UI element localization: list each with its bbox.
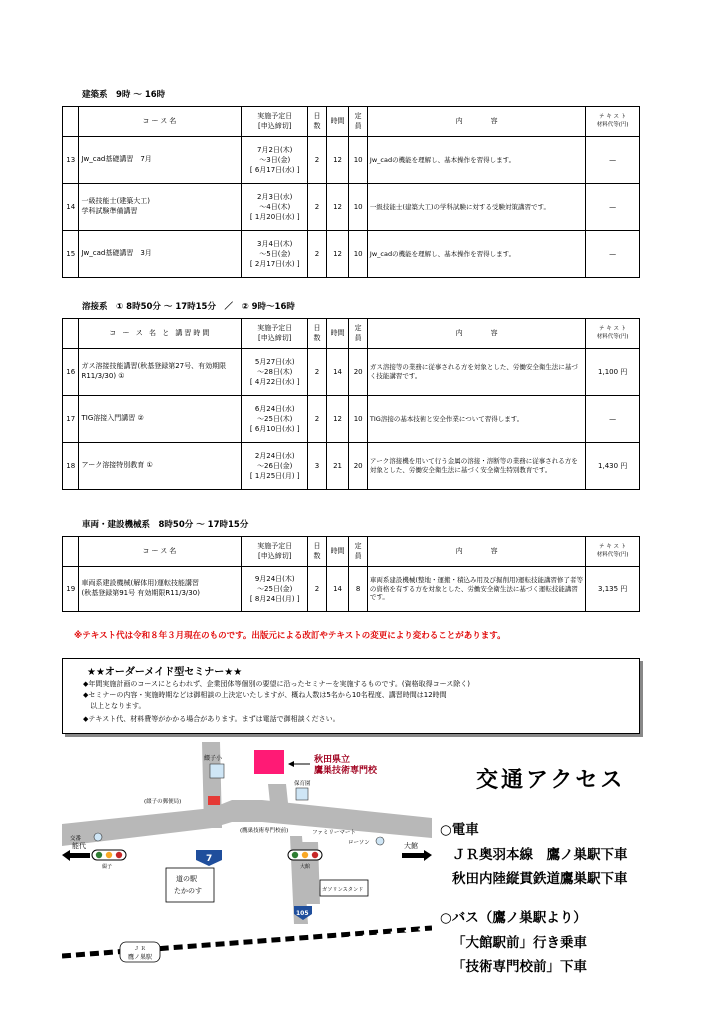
header-text-line2: 材料代等(円)	[596, 121, 629, 128]
header-no-blank	[63, 319, 79, 349]
station-line2: 鷹ノ巣駅	[128, 954, 153, 961]
header-text-cost	[586, 537, 640, 567]
header-capacity: 定員	[349, 537, 368, 567]
course-text-cost: —	[586, 184, 640, 231]
label-odate: 大館	[404, 842, 418, 850]
application-deadline: [ 1月20日(水) ]	[249, 213, 300, 222]
order-seminar-line: ◆年間実施計画のコースにとらわれず、企業団体等個別の要望に沿ったセミナーを実施するものです。(資格取得コース除く)	[83, 680, 471, 688]
access-train-line1: ＪＲ奥羽本線 鷹ノ巣駅下車	[452, 847, 628, 863]
header-days: 日数	[308, 107, 327, 137]
course-hours: 21	[326, 443, 349, 490]
course-name	[79, 396, 242, 443]
course-hours: 12	[326, 396, 349, 443]
header-course-name: コース名	[79, 107, 242, 137]
header-no-blank	[63, 107, 79, 137]
course-dates	[242, 396, 308, 443]
header-dates	[242, 107, 308, 137]
table-row	[63, 137, 640, 184]
course-hours: 12	[326, 184, 349, 231]
section-title-welding: 溶接系 ① 8時50分 ～ 17時15分 ／ ② 9時～16時	[82, 302, 295, 312]
application-deadline: [ 4月22日(水) ]	[249, 378, 300, 387]
course-days: 3	[308, 443, 327, 490]
date-end: ～25日(金)	[257, 584, 293, 593]
course-dates	[242, 349, 308, 396]
label-school-road: (鷹巣技術専門校前)	[240, 828, 289, 834]
header-days: 日数	[308, 537, 327, 567]
course-capacity: 10	[349, 137, 368, 184]
course-days: 2	[308, 137, 327, 184]
course-text-cost: 3,135 円	[586, 567, 640, 612]
access-bus-line2: 「技術専門校前」下車	[452, 959, 587, 975]
michinoeki-box	[166, 868, 214, 902]
school-name-line1: 秋田県立	[314, 755, 351, 765]
order-seminar-line: 以上となります。	[83, 702, 146, 710]
header-dates	[242, 319, 308, 349]
header-text-line2: 材料代等(円)	[596, 551, 629, 558]
course-name-line: アーク溶接特別教育 ①	[81, 461, 153, 470]
course-name	[79, 349, 242, 396]
course-number: 18	[63, 443, 79, 490]
order-seminar-box	[62, 658, 640, 734]
course-days: 2	[308, 349, 327, 396]
course-name-line: ガス溶接技能講習(秋基登録第27号、有効期限R11/3/30) ①	[81, 362, 227, 380]
date-start: 9月24日(木)	[254, 574, 295, 583]
label-lawson: ローソン	[348, 840, 370, 846]
application-deadline: [ 8月24日(月) ]	[249, 595, 300, 604]
railway-line	[62, 928, 432, 956]
route7-number: 7	[206, 854, 213, 864]
course-table-welding	[62, 318, 640, 490]
course-capacity: 8	[349, 567, 368, 612]
label-elementary: 綴子小	[204, 755, 223, 762]
course-name	[79, 184, 242, 231]
header-text-cost	[586, 107, 640, 137]
course-capacity: 20	[349, 349, 368, 396]
header-dates	[242, 537, 308, 567]
course-content: Jw_cadの機能を理解し、基本操作を習得します。	[367, 137, 585, 184]
course-text-cost: 1,430 円	[586, 443, 640, 490]
course-text-cost: 1,100 円	[586, 349, 640, 396]
course-dates	[242, 184, 308, 231]
date-start: 7月2日(木)	[257, 145, 293, 154]
date-start: 3月4日(木)	[257, 239, 293, 248]
lawson-icon	[376, 837, 384, 845]
header-text-cost	[586, 319, 640, 349]
course-name	[79, 567, 242, 612]
header-content: 内 容	[367, 537, 585, 567]
course-text-cost: —	[586, 231, 640, 278]
course-dates	[242, 443, 308, 490]
arrow-noshiro	[62, 850, 90, 861]
course-hours: 14	[326, 349, 349, 396]
course-text-cost: —	[586, 137, 640, 184]
application-deadline: [ 2月17日(水) ]	[249, 260, 300, 269]
header-no-blank	[63, 537, 79, 567]
course-number: 13	[63, 137, 79, 184]
course-capacity: 20	[349, 443, 368, 490]
date-end: ～4日(木)	[259, 202, 291, 211]
access-train-line2: 秋田内陸縦貫鉄道鷹巣駅下車	[452, 871, 628, 887]
course-days: 2	[308, 567, 327, 612]
header-content: 内 容	[367, 319, 585, 349]
course-dates	[242, 231, 308, 278]
header-hours: 時間	[326, 537, 349, 567]
date-end: ～5日(金)	[259, 249, 291, 258]
header-dates-line2: [申込締切]	[258, 121, 292, 130]
application-deadline: [ 6月10日(水) ]	[249, 425, 300, 434]
course-hours: 12	[326, 137, 349, 184]
course-table-construction	[62, 106, 640, 278]
route105-number: 105	[296, 910, 309, 917]
course-name	[79, 443, 242, 490]
course-name-line: 一級技能士(建築大工)	[81, 197, 150, 206]
header-text-line2: 材料代等(円)	[596, 333, 629, 340]
header-hours: 時間	[326, 107, 349, 137]
course-dates	[242, 137, 308, 184]
label-nursery: 保育園	[294, 781, 311, 787]
course-dates	[242, 567, 308, 612]
course-capacity: 10	[349, 231, 368, 278]
header-hours: 時間	[326, 319, 349, 349]
course-number: 15	[63, 231, 79, 278]
date-end: ～25日(木)	[257, 414, 293, 423]
michinoeki-line1: 道の駅	[176, 875, 197, 883]
table-row	[63, 349, 640, 396]
access-title: 交通アクセス	[476, 768, 626, 793]
arrow-odate	[402, 850, 432, 861]
table-row	[63, 184, 640, 231]
table-row	[63, 567, 640, 612]
course-content: TIG溶接の基本技術と安全作業について習得します。	[367, 396, 585, 443]
course-hours: 12	[326, 231, 349, 278]
course-hours: 14	[326, 567, 349, 612]
station-line1: Ｊ Ｒ	[134, 946, 146, 952]
header-dates-line2: [申込締切]	[258, 551, 292, 560]
course-name	[79, 231, 242, 278]
course-name-line: Jw_cad基礎講習 7月	[81, 155, 152, 164]
application-deadline: [ 1月25日(月) ]	[249, 472, 300, 481]
header-dates-line1: 実施予定日	[257, 112, 293, 121]
header-content: 内 容	[367, 107, 585, 137]
date-start: 2月24日(水)	[254, 451, 295, 460]
koban-icon	[94, 833, 102, 841]
course-content: ガス溶接等の業務に従事される方を対象とした、労働安全衛生法に基づく技能講習です。	[367, 349, 585, 396]
order-seminar-title: ★★オーダーメイド型セミナー★★	[87, 667, 243, 678]
table-header-row	[63, 107, 640, 137]
nursery-icon	[296, 788, 308, 800]
header-course-name: コ ー ス 名 と 講習時間	[79, 319, 242, 349]
course-name-line: TIG溶接入門講習 ②	[81, 414, 144, 423]
table-row	[63, 396, 640, 443]
course-capacity: 10	[349, 184, 368, 231]
label-odate-signal: 大館	[300, 864, 311, 870]
course-name	[79, 137, 242, 184]
access-bus-heading: ○バス（鷹ノ巣駅より）	[440, 910, 587, 926]
label-tsuzureko: 綴子	[102, 864, 113, 870]
label-post-office: (綴子の郵便局)	[144, 799, 182, 805]
course-name-line: (秋基登録第91号 有効期限R11/3/30)	[81, 589, 200, 597]
course-name-line: 車両系建設機械(解体用)運転技能講習	[81, 579, 199, 588]
date-start: 5月27日(水)	[254, 357, 295, 366]
header-text-line1: テ キ ス ト	[599, 325, 627, 332]
section-title-vehicle: 車両・建設機械系 8時50分 ～ 17時15分	[82, 520, 249, 530]
textbook-price-notice: ※テキスト代は令和８年３月現在のものです。出版元による改訂やテキストの変更により変わることがあります。	[74, 631, 506, 641]
course-content: Jw_cadの機能を理解し、基本操作を習得します。	[367, 231, 585, 278]
header-text-line1: テ キ ス ト	[599, 543, 627, 550]
course-name-line: Jw_cad基礎講習 3月	[81, 249, 152, 258]
label-gas-station: ガソリンスタンド	[322, 887, 364, 893]
course-content: アーク溶接機を用いて行う金属の溶接・溶断等の業務に従事される方を対象とした、労働安全衛生法に基づく安全衛生特別教育です。	[367, 443, 585, 490]
post-office-icon	[208, 796, 220, 805]
date-end: ～26日(金)	[257, 461, 293, 470]
michinoeki-line2: たかのす	[174, 887, 202, 895]
order-seminar-line: ◆テキスト代、材料費等がかかる場合があります。まずは電話で御相談ください。	[83, 715, 340, 723]
course-content: 車両系建設機械(整地・運搬・積込み用及び掘削用)運転技能講習修了者等の資格を有する方を対象とした、労働安全衛生法に基づく運転技能講習です。	[367, 567, 585, 612]
order-seminar-line: ◆セミナーの内容・実施時期などは御相談の上決定いたしますが、概ね人数は5名から10名程度、講習時間は12時間	[83, 691, 447, 699]
course-text-cost: —	[586, 396, 640, 443]
access-map	[62, 742, 432, 1012]
access-train-heading: ○電車	[440, 822, 479, 838]
header-capacity: 定員	[349, 107, 368, 137]
course-number: 17	[63, 396, 79, 443]
label-koban: 交番	[70, 836, 82, 842]
course-number: 14	[63, 184, 79, 231]
elementary-school-icon	[210, 764, 224, 778]
course-days: 2	[308, 396, 327, 443]
header-text-line1: テ キ ス ト	[599, 113, 627, 120]
access-bus-line1: 「大館駅前」行き乗車	[452, 935, 587, 951]
course-table-vehicle	[62, 536, 640, 612]
section-title-construction: 建築系 9時 ～ 16時	[82, 90, 166, 100]
header-capacity: 定員	[349, 319, 368, 349]
date-end: ～3日(金)	[259, 155, 291, 164]
course-content: 一級技能士(建築大工)の学科試験に対する受験対策講習です。	[367, 184, 585, 231]
header-course-name: コース名	[79, 537, 242, 567]
school-marker	[254, 750, 284, 774]
table-row	[63, 231, 640, 278]
header-dates-line1: 実施予定日	[257, 324, 293, 333]
label-familymart: ファミリーマート	[312, 830, 356, 836]
date-start: 2月3日(水)	[257, 192, 293, 201]
date-end: ～28日(木)	[257, 367, 293, 376]
table-header-row	[63, 319, 640, 349]
label-noshiro: 能代	[72, 842, 86, 850]
header-dates-line2: [申込締切]	[258, 333, 292, 342]
header-dates-line1: 実施予定日	[257, 542, 293, 551]
course-days: 2	[308, 184, 327, 231]
course-name-line: 学科試験準備講習	[81, 207, 138, 215]
course-number: 19	[63, 567, 79, 612]
header-days: 日数	[308, 319, 327, 349]
application-deadline: [ 6月17日(水) ]	[249, 166, 300, 175]
course-days: 2	[308, 231, 327, 278]
course-capacity: 10	[349, 396, 368, 443]
course-number: 16	[63, 349, 79, 396]
table-row	[63, 443, 640, 490]
date-start: 6月24日(水)	[254, 404, 295, 413]
table-header-row	[63, 537, 640, 567]
school-name-line2: 鷹巣技術専門校	[314, 766, 378, 776]
